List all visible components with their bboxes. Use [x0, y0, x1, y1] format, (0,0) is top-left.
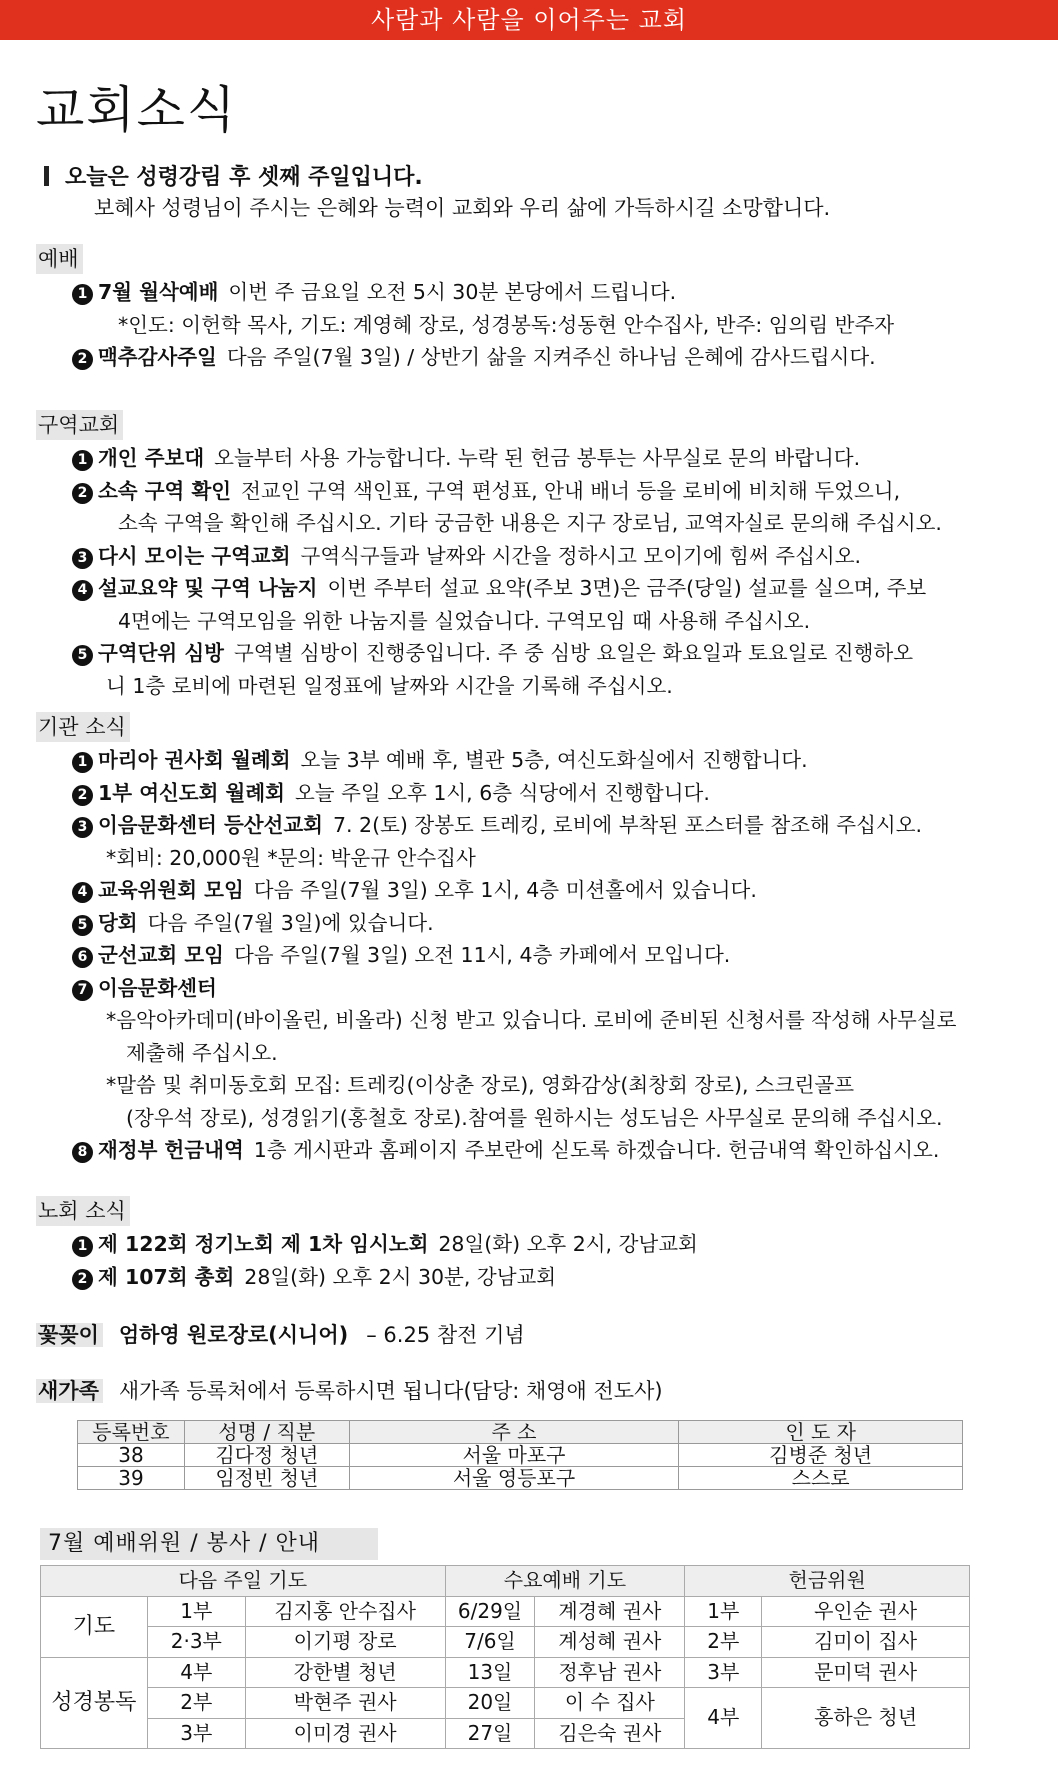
list-item [36, 907, 1036, 940]
section-worship [36, 244, 1036, 374]
number-badge-icon: 1 [72, 752, 93, 773]
table-cell: 4부 [147, 1657, 245, 1688]
item-text: 이번 주부터 설교 요약(주보 3면)은 금주(당일) 설교를 실으며, 주보 [327, 576, 927, 600]
intro-lead: 오늘은 성령강림 후 셋째 주일입니다. [44, 163, 1034, 193]
column-header: 다음 주일 기도 [41, 1566, 446, 1597]
table-cell: 39 [78, 1467, 185, 1490]
table-cell: 2부 [147, 1688, 245, 1719]
table-row [41, 1627, 970, 1658]
item-text: 28일(화) 오후 2시 30분, 강남교회 [244, 1264, 557, 1289]
item-label: 1부 여신도회 월례회 [98, 780, 285, 805]
column-header: 주 소 [349, 1421, 679, 1444]
number-badge-icon: 3 [72, 817, 93, 838]
section-organizations [36, 712, 1036, 1167]
table-cell: 홍하은 청년 [762, 1688, 970, 1749]
item-detail: *회비: 20,000원 *문의: 박운규 안수집사 [106, 845, 476, 870]
list-item [36, 475, 1036, 508]
list-item [36, 744, 1036, 777]
item-text: 오늘부터 사용 가능합니다. 누락 된 헌금 봉투는 사무실로 문의 바랍니다. [214, 446, 861, 470]
table-cell: 서울 영등포구 [349, 1467, 679, 1490]
table-row [78, 1467, 963, 1490]
item-label: 개인 주보대 [98, 446, 205, 470]
item-label: 마리아 권사회 월례회 [98, 748, 291, 772]
table-cell: 이 수 집사 [535, 1688, 685, 1719]
number-badge-icon: 3 [72, 548, 93, 569]
table-cell: 계성혜 권사 [535, 1627, 685, 1658]
item-text: 다음 주일(7월 3일) 오전 11시, 4층 카페에서 모입니다. [233, 943, 731, 967]
list-item [36, 276, 1036, 309]
item-label: 제 107회 총회 [98, 1264, 235, 1289]
section-district [36, 410, 1036, 702]
list-item [36, 1228, 1036, 1261]
july-committee-table [40, 1565, 970, 1749]
item-label: 제 122회 정기노회 제 1차 임시노회 [98, 1232, 429, 1256]
list-item [36, 442, 1036, 475]
table-cell: 2·3부 [147, 1627, 245, 1658]
section-new-family [36, 1376, 1036, 1406]
table-row [78, 1444, 963, 1467]
table-cell: 3부 [147, 1718, 245, 1749]
table-cell: 우인순 권사 [762, 1596, 970, 1627]
table-cell: 27일 [445, 1718, 535, 1749]
item-text: 1층 게시판과 홈페이지 주보란에 싣도록 하겠습니다. 헌금내역 확인하십시오. [253, 1138, 940, 1162]
section-presbytery [36, 1196, 1036, 1293]
column-header: 등록번호 [78, 1421, 185, 1444]
table-cell: 김병준 청년 [679, 1444, 963, 1467]
table-cell: 6/29일 [445, 1596, 535, 1627]
table-row [41, 1596, 970, 1627]
item-label: 맥추감사주일 [98, 345, 217, 369]
section-head: 꽃꽂이 [36, 1323, 103, 1347]
item-detail: 니 1층 로비에 마련된 일정표에 날짜와 시간을 기록해 주십시오. [106, 673, 673, 698]
item-detail: 4면에는 구역모임을 위한 나눔지를 실었습니다. 구역모임 때 사용해 주십시오. [118, 608, 811, 633]
table-cell: 3부 [685, 1657, 762, 1688]
table-cell: 이기평 장로 [245, 1627, 445, 1658]
number-badge-icon: 2 [72, 1269, 93, 1290]
number-badge-icon: 1 [72, 284, 93, 305]
flowers-note: – 6.25 참전 기념 [366, 1323, 525, 1347]
intro-sub: 보혜사 성령님이 주시는 은혜와 능력이 교회와 우리 삶에 가득하시길 소망합니다. [94, 196, 831, 220]
section-head: 구역교회 [36, 410, 123, 440]
list-item [36, 540, 1036, 573]
item-detail: *음악아카데미(바이올린, 비올라) 신청 받고 있습니다. 로비에 준비된 신청서를 작성해 사무실로 [106, 1008, 957, 1032]
table-cell: 강한별 청년 [245, 1657, 445, 1688]
table-row [41, 1688, 970, 1719]
item-label: 당회 [98, 910, 138, 935]
item-label: 다시 모이는 구역교회 [98, 543, 291, 568]
number-badge-icon: 5 [72, 915, 93, 936]
table-header-row [41, 1566, 970, 1597]
list-item [36, 939, 1036, 972]
table-cell: 이미경 권사 [245, 1718, 445, 1749]
table-cell: 13일 [445, 1657, 535, 1688]
flowers-donor: 엄하영 원로장로(시니어) [118, 1323, 349, 1347]
list-item [36, 972, 1036, 1005]
table-cell: 임정빈 청년 [184, 1467, 349, 1490]
item-text: 오늘 주일 오후 1시, 6층 식당에서 진행합니다. [294, 780, 710, 805]
table-cell: 정후남 권사 [535, 1657, 685, 1688]
column-header: 헌금위원 [685, 1566, 970, 1597]
table-header-row [78, 1421, 963, 1444]
section-head: 노회 소식 [36, 1196, 130, 1226]
list-item [36, 874, 1036, 907]
item-text: 다음 주일(7월 3일) 오후 1시, 4층 미션홀에서 있습니다. [253, 878, 757, 902]
number-badge-icon: 2 [72, 349, 93, 370]
table-row [41, 1657, 970, 1688]
number-badge-icon: 2 [72, 483, 93, 504]
item-label: 설교요약 및 구역 나눔지 [98, 576, 318, 600]
new-family-table [77, 1420, 963, 1490]
item-label: 교육위원회 모임 [98, 878, 244, 902]
item-text: 다음 주일(7월 3일)에 있습니다. [147, 910, 434, 935]
item-detail: *인도: 이헌학 목사, 기도: 계영혜 장로, 성경봉독:성동현 안수집사, 반주: 임의림 반주자 [118, 312, 895, 337]
item-label: 구역단위 심방 [98, 641, 224, 665]
item-text: 28일(화) 오후 2시, 강남교회 [438, 1232, 698, 1256]
list-item [36, 341, 1036, 374]
july-committee-head: 7월 예배위원 / 봉사 / 안내 [40, 1528, 378, 1560]
item-detail: 소속 구역을 확인해 주십시오. 기타 궁금한 내용은 지구 장로님, 교역자실로 문의해 주십시오. [118, 511, 942, 535]
table-cell: 1부 [685, 1596, 762, 1627]
item-label: 이음문화센터 등산선교회 [98, 813, 323, 837]
column-header: 인 도 자 [679, 1421, 963, 1444]
intro [44, 163, 1034, 223]
number-badge-icon: 4 [72, 882, 93, 903]
list-item [36, 637, 1036, 670]
number-badge-icon: 2 [72, 785, 93, 806]
item-text: 다음 주일(7월 3일) / 상반기 삶을 지켜주신 하나님 은혜에 감사드립시다. [226, 345, 876, 369]
table-cell: 계경혜 권사 [535, 1596, 685, 1627]
item-label: 재정부 헌금내역 [98, 1138, 244, 1162]
table-cell: 7/6일 [445, 1627, 535, 1658]
number-badge-icon: 1 [72, 1236, 93, 1257]
item-text: 구역식구들과 날짜와 시간을 정하시고 모이기에 힘써 주십시오. [300, 543, 862, 568]
section-head: 예배 [36, 244, 83, 274]
table-cell: 4부 [685, 1688, 762, 1749]
page-title: 교회소식 [36, 81, 238, 139]
table-cell: 서울 마포구 [349, 1444, 679, 1467]
table-cell: 38 [78, 1444, 185, 1467]
item-detail: *말씀 및 취미동호회 모집: 트레킹(이상춘 장로), 영화감상(최창회 장로), 스크린골프 [106, 1073, 855, 1097]
item-text: 7. 2(토) 장봉도 트레킹, 로비에 부착된 포스터를 참조해 주십시오. [332, 813, 923, 837]
section-head: 기관 소식 [36, 712, 130, 742]
number-badge-icon: 1 [72, 450, 93, 471]
number-badge-icon: 5 [72, 645, 93, 666]
new-family-note: 새가족 등록처에서 등록하시면 됩니다(담당: 채영애 전도사) [118, 1379, 663, 1403]
item-label: 소속 구역 확인 [98, 478, 232, 503]
list-item [36, 777, 1036, 810]
table-cell: 김은숙 권사 [535, 1718, 685, 1749]
group-label: 기도 [41, 1596, 148, 1657]
table-cell: 김지홍 안수집사 [245, 1596, 445, 1627]
number-badge-icon: 6 [72, 947, 93, 968]
group-label: 성경봉독 [41, 1657, 148, 1749]
item-detail: (장우석 장로), 성경읽기(홍철호 장로).참여를 원하시는 성도님은 사무실로 문의해 주십시오. [126, 1105, 943, 1130]
table-cell: 2부 [685, 1627, 762, 1658]
list-item [36, 1261, 1036, 1294]
banner: 사람과 사람을 이어주는 교회 [0, 0, 1058, 40]
item-text: 구역별 심방이 진행중입니다. 주 중 심방 요일은 화요일과 토요일로 진행하오 [233, 641, 914, 665]
number-badge-icon: 4 [72, 580, 93, 601]
item-label: 이음문화센터 [98, 975, 217, 1000]
table-cell: 김미이 집사 [762, 1627, 970, 1658]
item-text: 오늘 3부 예배 후, 별관 5층, 여신도화실에서 진행합니다. [300, 748, 808, 772]
bullet-bar-icon [44, 166, 49, 186]
number-badge-icon: 8 [72, 1142, 93, 1163]
item-detail: 제출해 주십시오. [126, 1040, 278, 1065]
table-cell: 김다정 청년 [184, 1444, 349, 1467]
item-label: 7월 월삭예배 [98, 280, 219, 304]
table-cell: 문미덕 권사 [762, 1657, 970, 1688]
list-item [36, 572, 1036, 605]
table-cell: 20일 [445, 1688, 535, 1719]
item-text: 전교인 구역 색인표, 구역 편성표, 안내 배너 등을 로비에 비치해 두었으니, [241, 478, 901, 503]
section-flowers [36, 1320, 1036, 1350]
list-item [36, 1134, 1036, 1167]
list-item [36, 809, 1036, 842]
table-cell: 박현주 권사 [245, 1688, 445, 1719]
column-header: 수요예배 기도 [445, 1566, 685, 1597]
column-header: 성명 / 직분 [184, 1421, 349, 1444]
table-cell: 1부 [147, 1596, 245, 1627]
item-label: 군선교회 모임 [98, 943, 224, 967]
section-head: 새가족 [36, 1379, 103, 1403]
number-badge-icon: 7 [72, 980, 93, 1001]
item-text: 이번 주 금요일 오전 5시 30분 본당에서 드립니다. [228, 280, 677, 304]
table-cell: 스스로 [679, 1467, 963, 1490]
